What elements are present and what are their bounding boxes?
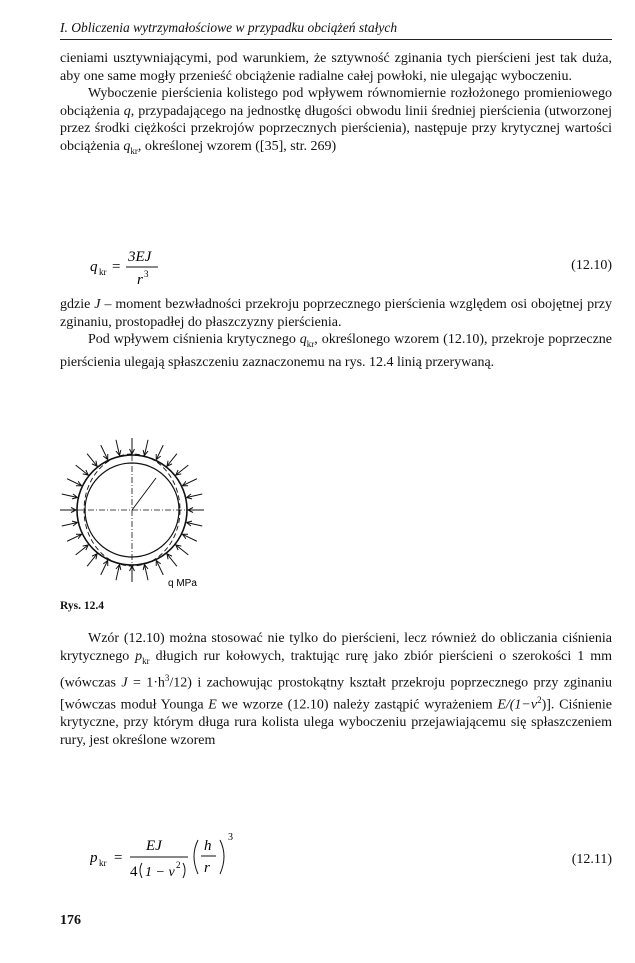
- paragraph-4: Pod wpływem ciśnienia krytycznego $q_{kr}$, określonego wzorem (12.10), przekroje poprzeczne pierścienia ulegają spłaszczeniu zaznaczonemu na rys. 12.4 linią przerywaną.: [60, 332, 612, 370]
- figure-ring-diagram: [60, 438, 220, 598]
- figure-load-label: q MPa: [168, 578, 197, 589]
- eq2-lhs-sub: kr: [99, 858, 107, 868]
- figure-caption: Rys. 12.4: [60, 600, 105, 612]
- eq2-equals: =: [114, 850, 123, 866]
- eq2-den-exp: 2: [176, 860, 181, 870]
- eq2-den-inner: 1 − ν: [145, 865, 175, 880]
- equation-12-10-formula: [90, 238, 230, 294]
- eq2-h: h: [204, 838, 212, 854]
- equation-12-10: [60, 238, 612, 294]
- paragraph-2: Wyboczenie pierścienia kolistego pod wpływem równomiernie rozłożonego promieniowego obciążenia q, przypadającego na jednostkę długości obwodu linii średniej pierścienia (utworzonej przez środki ciężkości przekrojów poprzecznych pierścienia), następuje przy krytycznej wartości obciążenia $q_{kr}$, określonej wzorem ([35], str. 269): [60, 86, 612, 156]
- equation-number-12-10: (12.10): [571, 258, 612, 273]
- eq1-numerator: 3EJ: [128, 249, 152, 265]
- eq1-equals: =: [112, 259, 121, 275]
- paragraph-3: gdzie J – moment bezwładności przekroju poprzecznego pierścienia względem osi obojętnej przy zginaniu, prostopadłej do płaszczyzny pierścienia.: [60, 297, 612, 330]
- eq2-r: r: [204, 860, 210, 876]
- paragraph-5: Wzór (12.10) można stosować nie tylko do pierścieni, lecz również do obliczania ciśnienia krytycznego $p_{kr}$ długich rur kołowych, traktując rurę jako zbiór pierścieni o szerokości 1 mm (wówczas $J = 1\cdot h^3/12$) i zachowując prostokątny kształt przekroju poprzecznego przy zginaniu [wówczas moduł Younga E we wzorze (12.10) należy zastąpić wyrażeniem $E/(1-\nu^2)$]. Ciśnienie krytyczne, przy którym długa rura kolista ulega wyboczeniu przejawiającemu się spłaszczeniem rury, jest określone wzorem: [60, 631, 613, 749]
- text-block-2: [60, 296, 612, 371]
- page-number: 176: [60, 913, 81, 928]
- radius-line: [132, 478, 156, 510]
- eq2-numerator: EJ: [146, 838, 162, 854]
- equation-12-11: [60, 826, 612, 890]
- equation-number-12-11: (12.11): [571, 852, 612, 867]
- eq2-lhs: p: [90, 850, 98, 866]
- equation-12-11-formula: [90, 826, 270, 890]
- text-block-1: [60, 50, 612, 160]
- text-block-3: [60, 630, 612, 750]
- eq1-denominator: r: [137, 272, 143, 288]
- running-header: I. Obliczenia wytrzymałościowe w przypadku obciążeń stałych: [60, 20, 612, 40]
- eq1-den-exp: 3: [144, 269, 149, 279]
- eq1-lhs-sub: kr: [99, 267, 107, 277]
- eq1-lhs: q: [90, 259, 98, 275]
- paragraph-1: cieniami usztywniającymi, pod warunkiem, że sztywność zginania tych pierścieni jest tak duża, aby one same mogły przenieść obciążenie radialne całej powłoki, nie ulegając wyboczeniu.: [60, 51, 612, 84]
- eq2-outer-exp: 3: [228, 832, 233, 843]
- eq2-den-4: 4: [130, 864, 138, 880]
- ring-diagram-svg: [60, 438, 220, 598]
